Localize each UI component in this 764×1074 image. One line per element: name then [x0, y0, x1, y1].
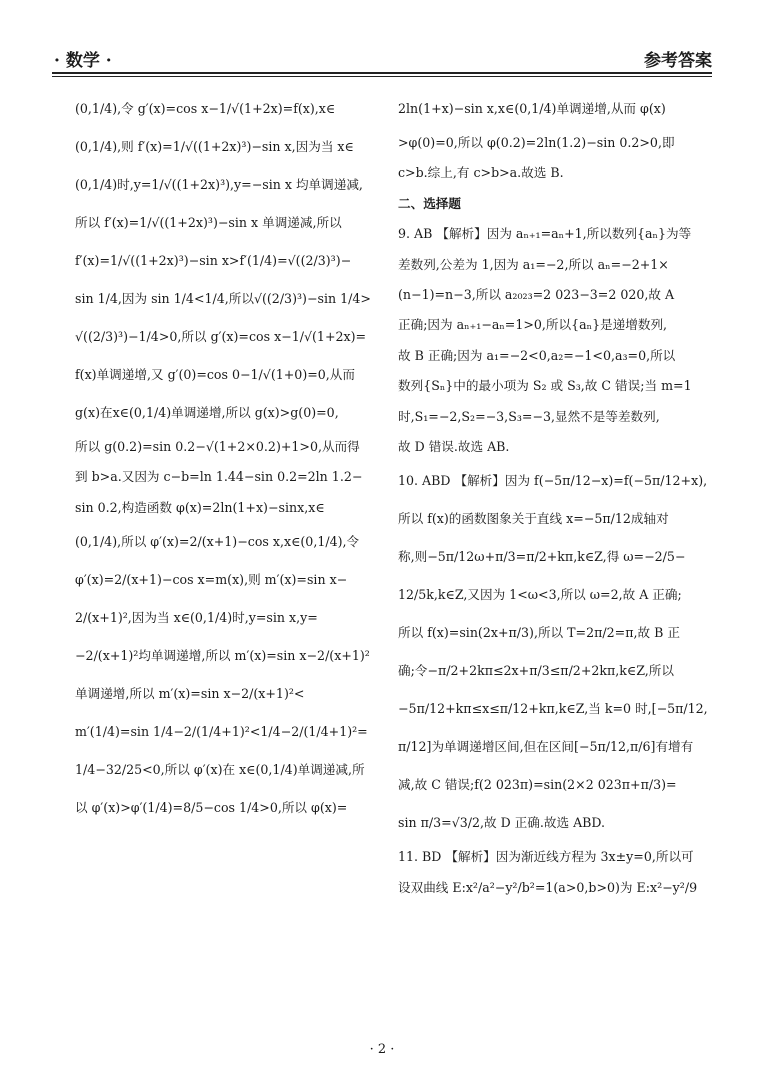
text-line: c>b.综上,有 c>b>a.故选 B. [398, 165, 564, 181]
subject-label: · 数学 · [54, 51, 112, 71]
text-line: g(x)在x∈(0,1/4)单调递增,所以 g(x)>g(0)=0, [75, 405, 339, 420]
text-line: 9. AB 【解析】因为 aₙ₊₁=aₙ+1,所以数列{aₙ}为等 [398, 226, 692, 242]
text-line: 12/5k,k∈Z,又因为 1<ω<3,所以 ω=2,故 A 正确; [398, 587, 682, 603]
text-line: (0,1/4),所以 φ′(x)=2/(x+1)−cos x,x∈(0,1/4),令 [75, 534, 360, 550]
text-line: 10. ABD 【解析】因为 f(−5π/12−x)=f(−5π/12+x), [398, 473, 708, 489]
text-line: 到 b>a.又因为 c−b=ln 1.44−sin 0.2=2ln 1.2− [75, 469, 363, 485]
text-line: sin 1/4,因为 sin 1/4<1/4,所以√((2/3)³)−sin 1/4> [75, 291, 371, 306]
text-line: (n−1)=n−3,所以 a₂₀₂₃=2 023−3=2 020,故 A [398, 286, 675, 302]
text-line: 设双曲线 E:x²/a²−y²/b²=1(a>0,b>0)为 E:x²−y²/9 [398, 879, 698, 895]
text-line: φ′(x)=2/(x+1)−cos x=m(x),则 m′(x)=sin x− [75, 572, 348, 588]
text-line: −5π/12+kπ≤x≤π/12+kπ,k∈Z,当 k=0 时,[−5π/12, [398, 701, 708, 717]
right-column [398, 90, 708, 903]
text-line: (0,1/4),则 f′(x)=1/√((1+2x)³)−sin x,因为当 x∈ [75, 139, 354, 154]
text-line: 正确;因为 aₙ₊₁−aₙ=1>0,所以{aₙ}是递增数列, [398, 317, 668, 333]
text-line: 所以 f(x)=sin(2x+π/3),所以 T=2π/2=π,故 B 正 [398, 625, 680, 641]
text-line: 1/4−32/25<0,所以 φ′(x)在 x∈(0,1/4)单调递减,所 [75, 762, 365, 778]
text-line: 单调递增,所以 m′(x)=sin x−2/(x+1)²< [75, 686, 305, 702]
text-line: 称,则−5π/12ω+π/3=π/2+kπ,k∈Z,得 ω=−2/5− [398, 549, 686, 565]
header-rule-thin [52, 76, 712, 77]
text-line: 2ln(1+x)−sin x,x∈(0,1/4)单调递增,从而 φ(x) [398, 101, 666, 116]
text-line: m′(1/4)=sin 1/4−2/(1/4+1)²<1/4−2/(1/4+1)²= [75, 724, 368, 740]
text-line: sin 0.2,构造函数 φ(x)=2ln(1+x)−sinx,x∈ [75, 499, 325, 515]
page-number: · 2 · [369, 1042, 395, 1057]
text-line: (0,1/4)时,y=1/√((1+2x)³),y=−sin x 均单调递减, [75, 177, 363, 192]
header-rule [52, 72, 712, 74]
text-line: >φ(0)=0,所以 φ(0.2)=2ln(1.2)−sin 0.2>0,即 [398, 135, 675, 150]
text-line: 确;令−π/2+2kπ≤2x+π/3≤π/2+2kπ,k∈Z,所以 [398, 663, 674, 679]
text-line: 时,S₁=−2,S₂=−3,S₃=−3,显然不是等差数列, [398, 408, 660, 424]
left-column [75, 90, 385, 827]
text-line: 差数列,公差为 1,因为 a₁=−2,所以 aₙ=−2+1× [398, 256, 669, 272]
text-line: 所以 f(x)的函数图象关于直线 x=−5π/12成轴对 [398, 511, 669, 527]
text-line: f′(x)=1/√((1+2x)³)−sin x>f′(1/4)=√((2/3)³)− [75, 253, 352, 268]
text-line: 减,故 C 错误;f(2 023π)=sin(2×2 023π+π/3)= [398, 777, 677, 793]
page-header [52, 44, 712, 74]
text-line: 所以 g(0.2)=sin 0.2−√(1+2×0.2)+1>0,从而得 [75, 439, 360, 454]
text-line: f(x)单调递增,又 g′(0)=cos 0−1/√(1+0)=0,从而 [75, 367, 355, 382]
text-line: 11. BD 【解析】因为渐近线方程为 3x±y=0,所以可 [398, 849, 694, 865]
text-line: −2/(x+1)²均单调递增,所以 m′(x)=sin x−2/(x+1)² [75, 648, 370, 664]
text-line: 2/(x+1)²,因为当 x∈(0,1/4)时,y=sin x,y= [75, 610, 318, 626]
text-line: sin π/3=√3/2,故 D 正确.故选 ABD. [398, 815, 606, 831]
text-line: 故 D 错误.故选 AB. [398, 438, 510, 454]
answer-key-label: 参考答案 [644, 51, 712, 71]
text-line: 所以 f′(x)=1/√((1+2x)³)−sin x 单调递减,所以 [75, 215, 342, 230]
text-line: (0,1/4),令 g′(x)=cos x−1/√(1+2x)=f(x),x∈ [75, 101, 336, 116]
text-line: 数列{Sₙ}中的最小项为 S₂ 或 S₃,故 C 错误;当 m=1 [398, 378, 692, 394]
text-line: √((2/3)³)−1/4>0,所以 g′(x)=cos x−1/√(1+2x)= [75, 329, 367, 344]
text-line: 以 φ′(x)>φ′(1/4)=8/5−cos 1/4>0,所以 φ(x)= [75, 800, 348, 816]
text-line: π/12]为单调递增区间,但在区间[−5π/12,π/6]有增有 [398, 739, 694, 755]
text-line: 二、选择题 [398, 195, 461, 211]
text-line: 故 B 正确;因为 a₁=−2<0,a₂=−1<0,a₃=0,所以 [398, 347, 676, 363]
